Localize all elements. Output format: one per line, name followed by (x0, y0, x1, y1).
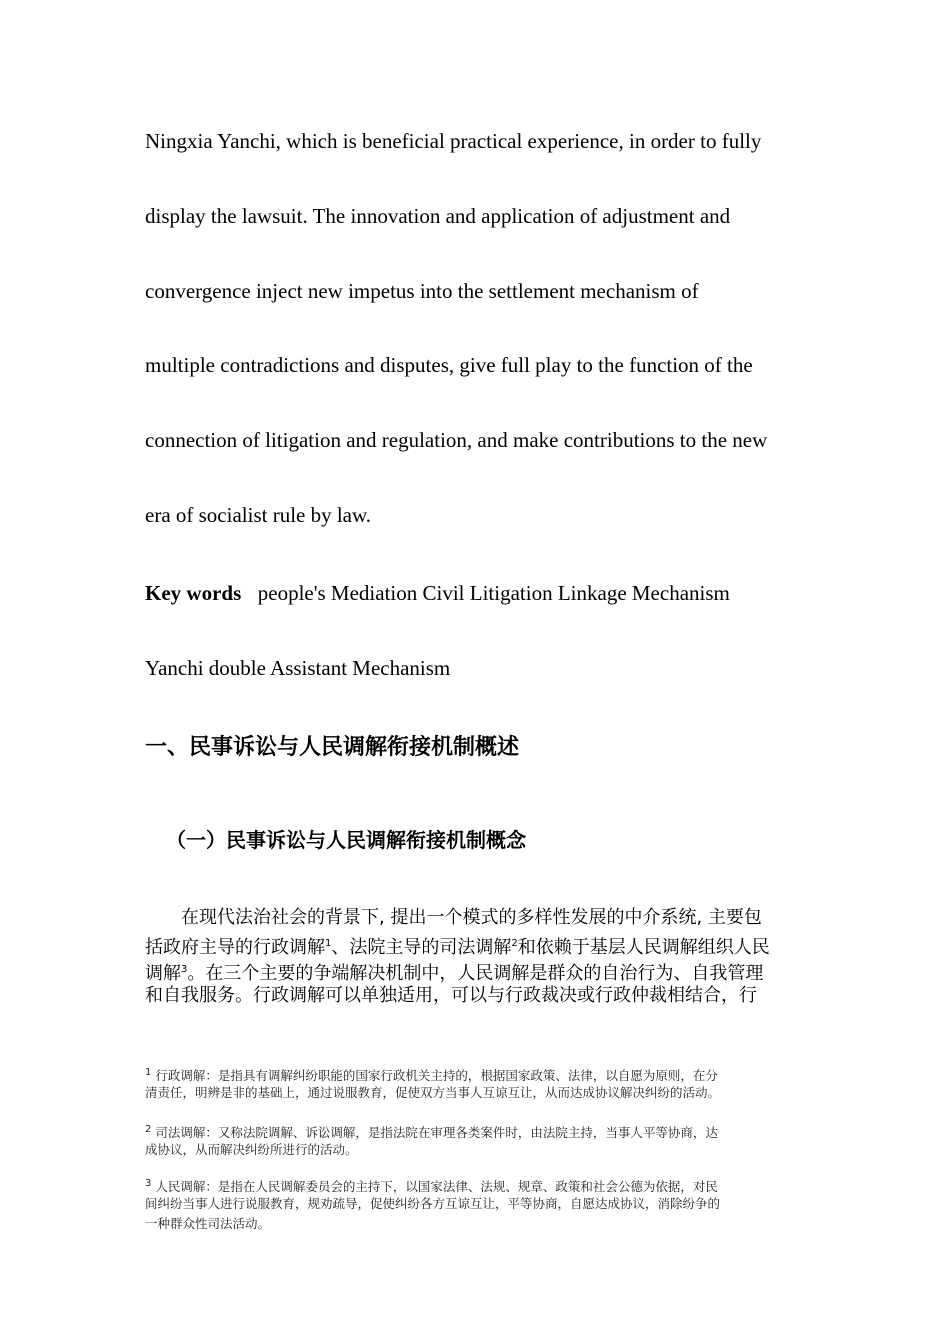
body-text: 括政府主导的行政调解 (145, 937, 325, 958)
body-line: 和自我服务。行政调解可以单独适用，可以与行政裁决或行政仲裁相结合，行 (145, 985, 757, 1006)
body-line: 在现代法治社会的背景下, 提出一个模式的多样性发展的中介系统, 主要包 (181, 907, 762, 928)
footnote-line: 间纠纷当事人进行说服教育，规劝疏导，促使纠纷各方互谅互让，平等协商，自愿达成协议，消除纷争的 (145, 1196, 721, 1211)
footnote-number: 3 (145, 1178, 152, 1189)
abstract-line: Ningxia Yanchi, which is beneficial practical experience, in order to fully (145, 129, 762, 153)
body-text: 和依赖于基层人民调解组织人民 (517, 937, 770, 958)
abstract-line: era of socialist rule by law. (145, 503, 372, 527)
abstract-line: display the lawsuit. The innovation and application of adjustment and (145, 204, 731, 228)
footnote-number: 1 (145, 1067, 152, 1078)
footnote (145, 1174, 718, 1196)
body-text: 调解 (145, 963, 181, 984)
footnote-text: 司法调解：又称法院调解、诉讼调解，是指法院在审理各类案件时，由法院主持，当事人平等协商，达 (151, 1125, 718, 1141)
footnote-ref: 1 (325, 938, 332, 949)
subsection-heading: （一）民事诉讼与人民调解衔接机制概念 (166, 828, 526, 852)
abstract-line: convergence inject new impetus into the settlement mechanism of (145, 279, 699, 303)
footnote-ref: 3 (181, 964, 188, 975)
body-line (145, 932, 770, 960)
footnote-line: 清责任，明辨是非的基础上，通过说服教育，促使双方当事人互谅互让，从而达成协议解决纠纷的活动。 (145, 1085, 721, 1100)
keywords-label: Key words (145, 581, 242, 605)
footnote-text: 人民调解：是指在人民调解委员会的主持下，以国家法律、法规、规章、政策和社会公德为依据，对民 (151, 1179, 718, 1195)
footnote (145, 1063, 718, 1085)
footnote-line: 一种群众性司法活动。 (145, 1216, 271, 1231)
footnote-number: 2 (145, 1124, 152, 1135)
footnote-ref: 2 (511, 938, 518, 949)
body-text: 、法院主导的司法调解 (331, 937, 512, 958)
keywords-line-2: Yanchi double Assistant Mechanism (145, 656, 451, 680)
section-heading: 一、民事诉讼与人民调解衔接机制概述 (145, 735, 520, 760)
footnote-line: 成协议，从而解决纠纷所进行的活动。 (145, 1142, 358, 1157)
abstract-line: multiple contradictions and disputes, give full play to the function of the (145, 353, 753, 377)
body-text: 。在三个主要的争端解决机制中，人民调解是群众的自治行为、自我管理 (187, 963, 764, 984)
footnote (145, 1120, 718, 1142)
abstract-line: connection of litigation and regulation, and make contributions to the new (145, 428, 768, 452)
body-line (145, 958, 763, 986)
keywords-text: people's Mediation Civil Litigation Linkage Mechanism (257, 581, 730, 605)
keywords-line (145, 580, 730, 606)
footnote-text: 行政调解：是指具有调解纠纷职能的国家行政机关主持的，根据国家政策、法律，以自愿为原则，在分 (151, 1068, 718, 1084)
